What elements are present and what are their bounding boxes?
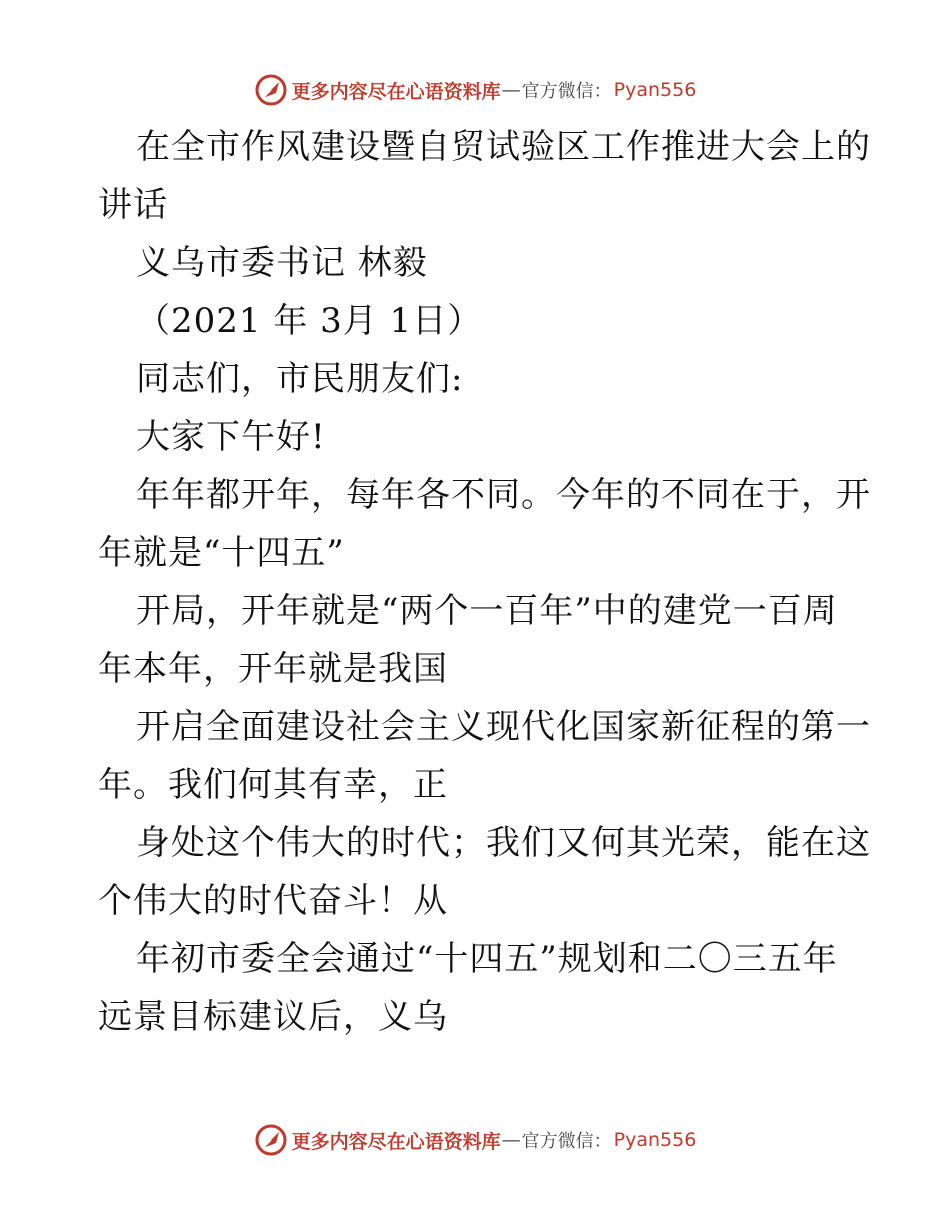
body-line: 年年都开年，每年各不同。今年的不同在于，开: [136, 475, 871, 515]
title-line-1: 在全市作风建设暨自贸试验区工作推进大会上的: [136, 127, 871, 167]
watermark-wechat-label: 官方微信：: [521, 1131, 612, 1152]
body-line: 年就是“十四五”: [98, 533, 345, 573]
watermark-separator: —: [501, 79, 521, 101]
document-body: [98, 118, 871, 1046]
watermark-separator: —: [501, 1129, 521, 1151]
body-line: 开启全面建设社会主义现代化国家新征程的第一: [136, 707, 871, 747]
watermark-brand: 更多内容尽在心语资料库: [291, 80, 501, 103]
footer-watermark: [0, 1120, 950, 1160]
date-line: （2021 年 3月 1日）: [136, 301, 483, 341]
body-line: 年初市委全会通过“十四五”规划和二〇三五年: [136, 939, 838, 979]
header-watermark: [0, 70, 950, 110]
watermark-brand: 更多内容尽在心语资料库: [291, 1130, 501, 1153]
body-line: 身处这个伟大的时代；我们又何其光荣，能在这: [136, 823, 871, 863]
author-line: 义乌市委书记 林毅: [136, 243, 428, 283]
watermark-wechat-label: 官方微信：: [521, 81, 612, 102]
quill-pen-logo-icon: [254, 73, 288, 107]
salutation-line: 同志们，市民朋友们:: [136, 359, 464, 399]
quill-pen-logo-icon: [254, 1123, 288, 1157]
greeting-line: 大家下午好!: [136, 417, 326, 457]
body-line: 开局，开年就是“两个一百年”中的建党一百周: [136, 591, 838, 631]
watermark-wechat-id: Pyan556: [613, 79, 697, 101]
body-line: 远景目标建议后，义乌: [98, 997, 448, 1037]
body-line: 个伟大的时代奋斗！从: [98, 881, 448, 921]
body-line: 年。我们何其有幸，正: [98, 765, 448, 805]
watermark-wechat-id: Pyan556: [613, 1129, 697, 1151]
body-line: 年本年，开年就是我国: [98, 649, 448, 689]
title-line-2: 讲话: [98, 185, 168, 225]
